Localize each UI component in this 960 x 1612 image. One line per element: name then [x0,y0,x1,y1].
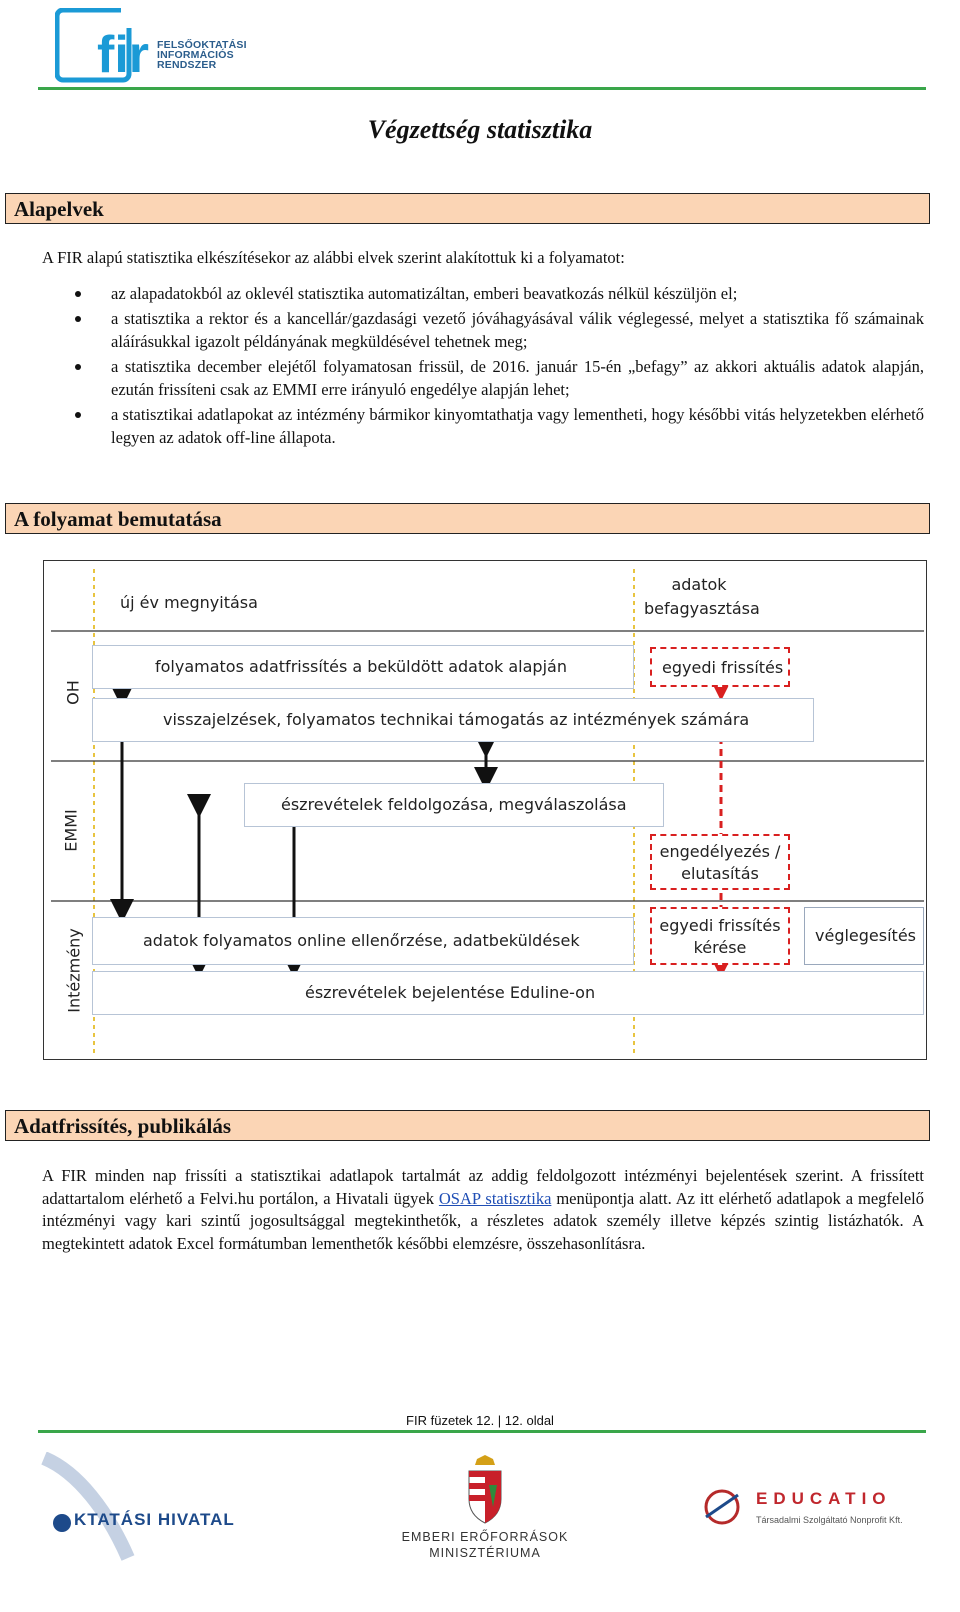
alapelvek-list [42,282,924,451]
section-heading-alapelvek: Alapelvek [5,193,930,224]
list-item: a statisztika december elejétől folyamatosan frissül, de 2016. január 15-én „befagy” az akkori aktuális adatok alapján, ezután frissíteni csak az EMMI erre irányuló engedélye alapján lehet; [42,355,924,401]
row-label-emmi: EMMI [61,809,81,852]
row-label-oh: OH [63,680,83,705]
section-heading-folyamat: A folyamat bemutatása [5,503,930,534]
header-rule [38,87,926,90]
osap-statisztika-link[interactable]: OSAP statisztika [438,1188,552,1208]
row-label-intezmeny: Intézmény [64,928,84,1013]
box-adatok-ellenorzese: adatok folyamatos online ellenőrzése, adatbeküldések [92,917,634,965]
page-number: FIR füzetek 12. | 12. oldal [406,1413,554,1428]
label-befagyasztas: adatok befagyasztása [644,575,760,618]
box-engedelyezes: engedélyezés / elutasítás [650,834,790,890]
educatio-logo [700,1485,930,1545]
box-egyedi-frissites-kerese: egyedi frissítés kérése [650,907,790,965]
fir-logo [55,8,149,84]
alapelvek-intro: A FIR alapú statisztika elkészítésekor az alábbi elvek szerint alakítottuk ki a folyamatot: [42,248,625,267]
footer-rule [38,1430,926,1433]
bullet-icon [75,364,81,370]
list-item: a statisztika a rektor és a kancellár/gazdasági vezető jóváhagyásával válik véglegessé, melyet a statisztika fő számainak aláírásukkal igazolt példányának megküldésével tehetnek meg; [42,307,924,353]
list-item: a statisztikai adatlapokat az intézmény bármikor kinyomtathatja vagy lementheti, hogy későbbi vitás helyzetekben elérhető legyen az adatok off-line állapota. [42,403,924,449]
oktatasi-hivatal-text: KTATÁSI HIVATAL [74,1510,235,1529]
fir-logo-letters: fir [97,26,149,84]
label-uj-ev: új év megnyitása [120,593,258,612]
fir-logo-text: FELSŐOKTATÁSI INFORMÁCIÓS RENDSZER [157,39,247,71]
bullet-icon [75,412,81,418]
emmi-text: EMBERI ERŐFORRÁSOK MINISZTÉRIUMA [401,1530,569,1560]
list-item: az alapadatokból az oklevél statisztika automatizáltan, emberi beavatkozás nélkül készüljön el; [42,282,924,305]
bullet-icon [75,291,81,297]
educatio-name: EDUCATIO [756,1489,892,1508]
bullet-icon [75,316,81,322]
adatfrissites-paragraph: A FIR minden nap frissíti a statisztikai adatlapok tartalmát az addig feldolgozott intézményi bejelentések szerint. A frissített adattartalom elérhető a Felvi.hu portálon, a Hivatali ügyek OSAP statisztika menüpontja alatt. Az itt elérhető adatlapok a megfelelő intézményi vagy kari szintű jogosultsággal megtekinthetők, a részletes adatok személy illetve képzés szintig listázhatók. A megtekintett adatok Excel formátumban lementhetők későbbi elemzésre, összehasonlításra. [42,1166,924,1253]
box-egyedi-frissites: egyedi frissítés [650,647,790,687]
box-visszajelzesek: visszajelzések, folyamatos technikai támogatás az intézmények számára [92,698,814,742]
box-veglegesites: véglegesítés [804,907,924,965]
section-heading-adatfrissites: Adatfrissítés, publikálás [5,1110,930,1141]
box-eszrevetelek-feldolgozasa: észrevételek feldolgozása, megválaszolása [244,783,664,827]
educatio-subtitle: Társadalmi Szolgáltató Nonprofit Kft. [756,1515,903,1525]
box-adatfrissites: folyamatos adatfrissítés a beküldött adatok alapján [92,645,634,689]
emmi-logo [400,1455,570,1565]
oktatasi-hivatal-logo [38,1452,258,1562]
educatio-mark-icon [700,1485,744,1529]
box-eszrevetelek-bejelentese: észrevételek bejelentése Eduline-on [92,971,924,1015]
process-diagram [43,560,927,1060]
page-title: Végzettség statisztika [367,115,593,144]
coat-of-arms-icon [465,1455,505,1525]
